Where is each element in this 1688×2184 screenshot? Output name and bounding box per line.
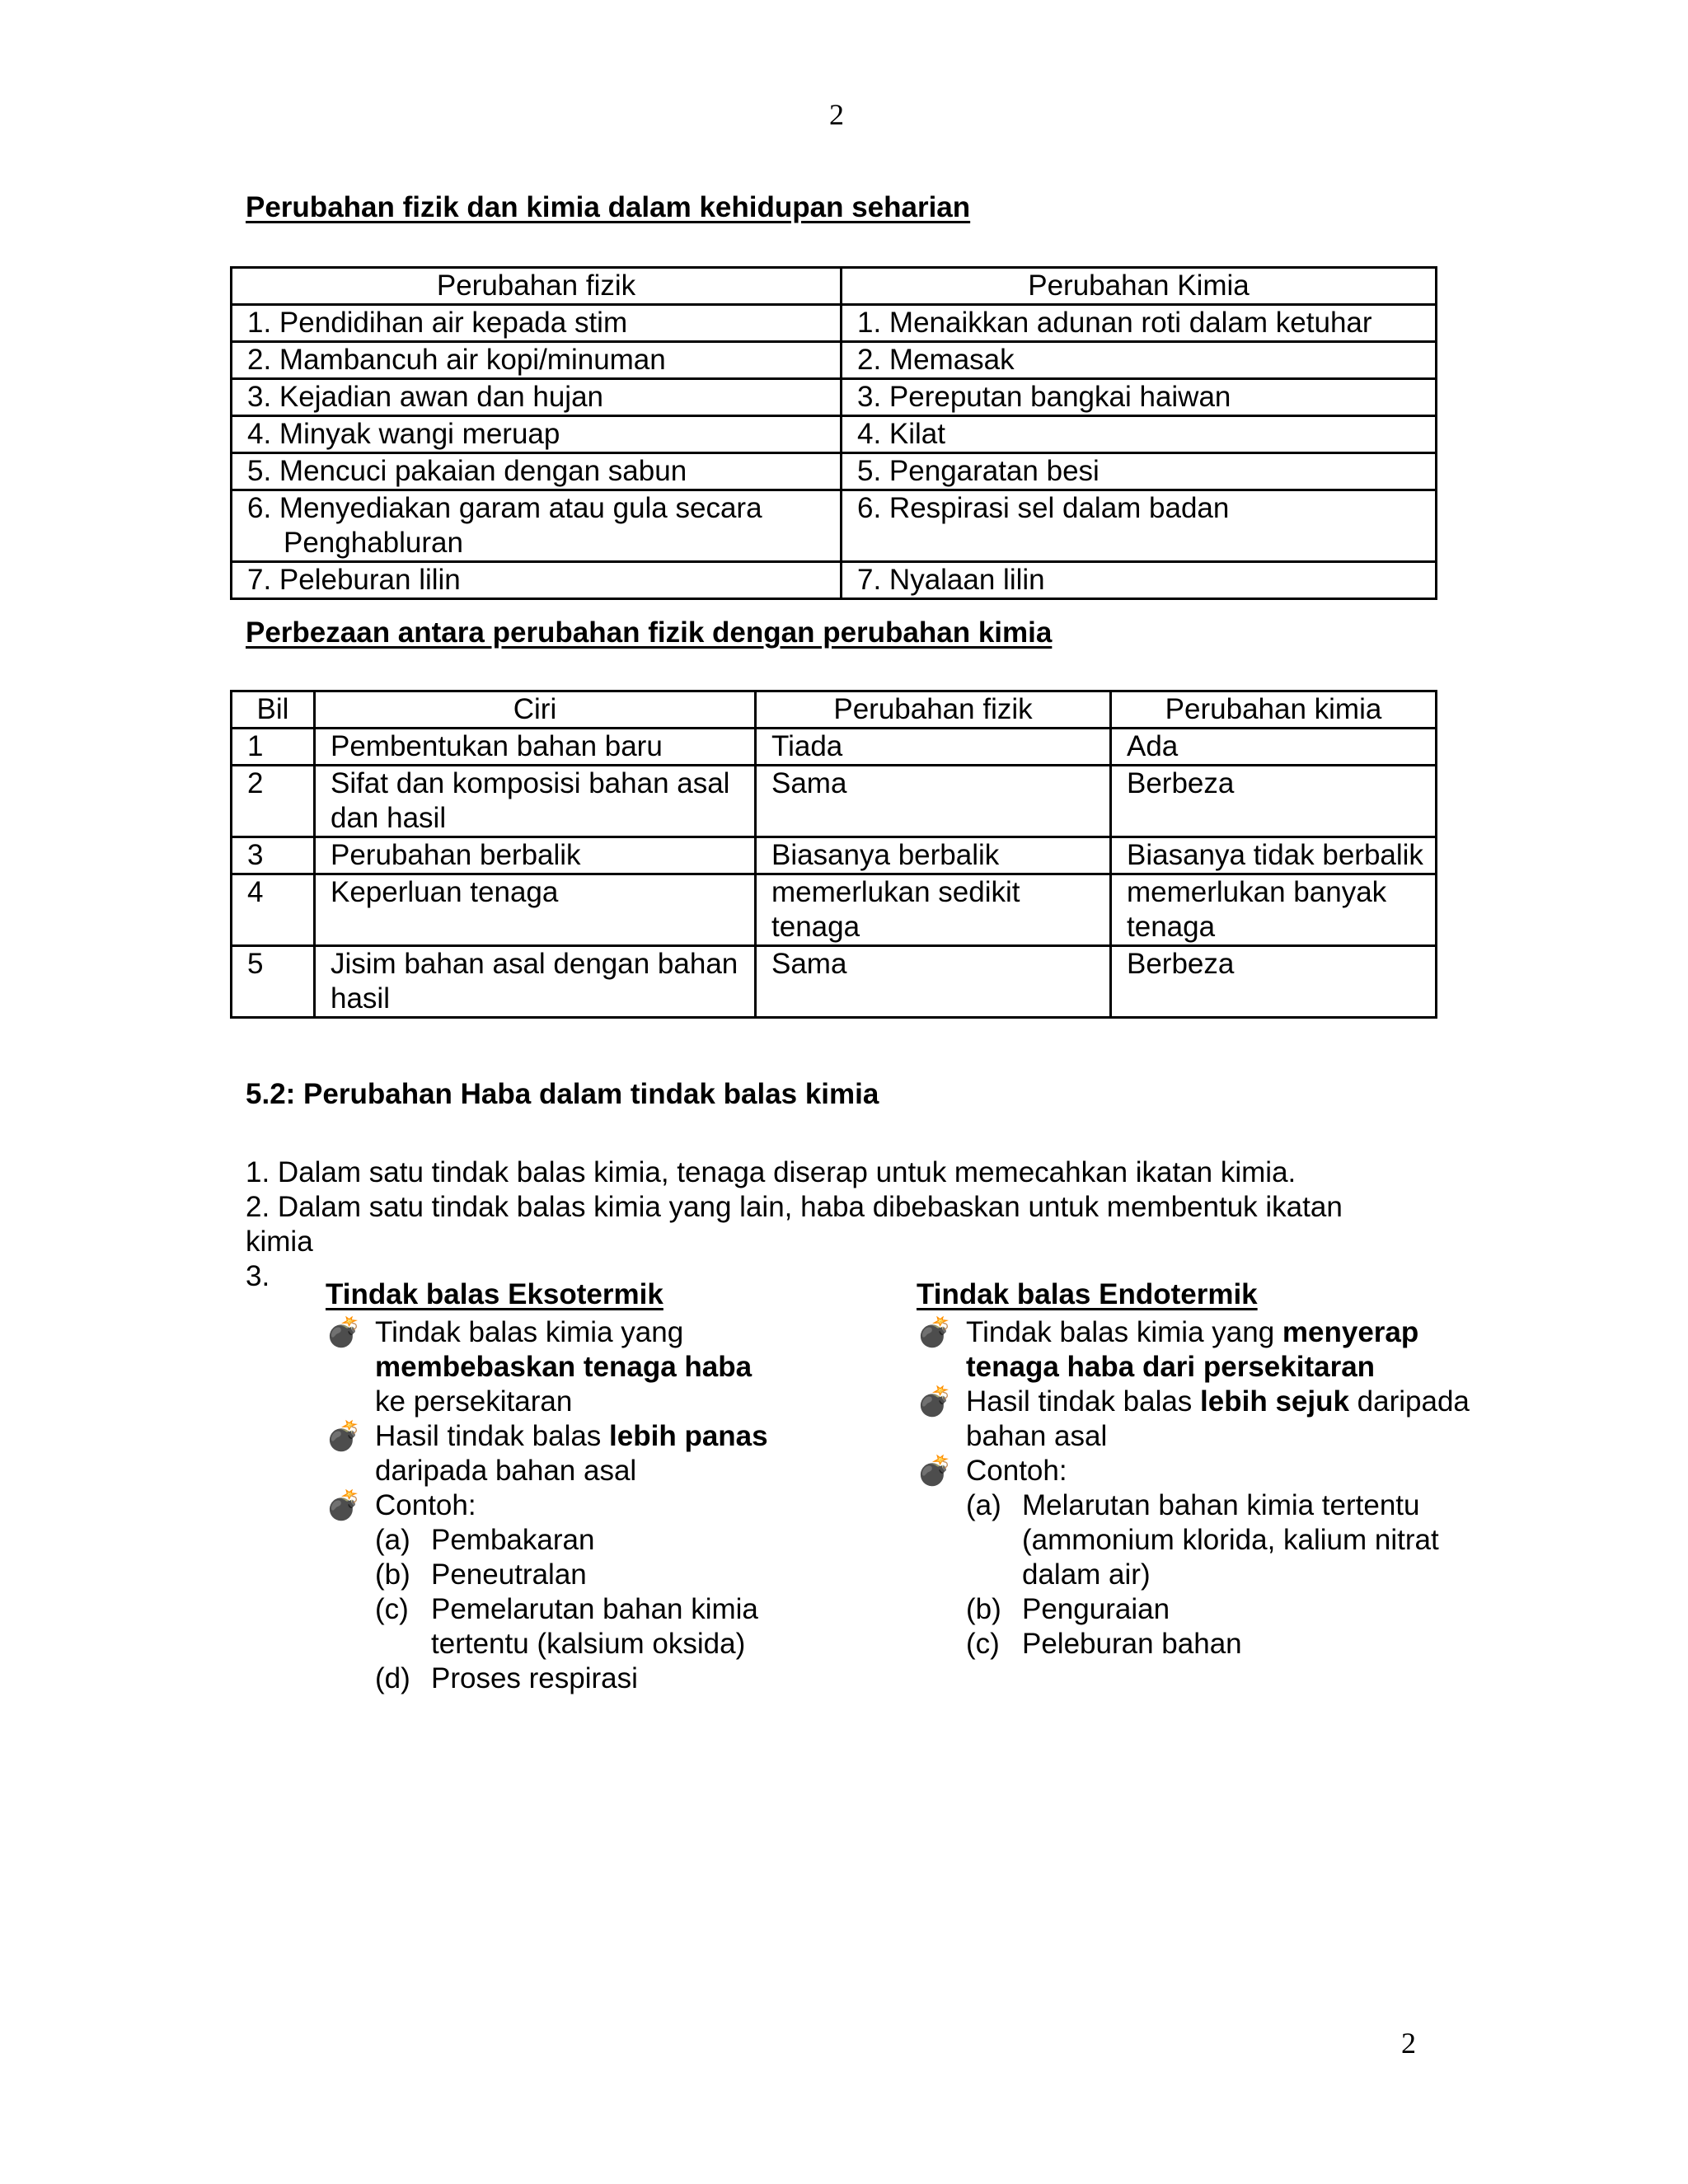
endothermic-bullet-2 (917, 1385, 1510, 1454)
section-title-heat-change: 5.2: Perubahan Haba dalam tindak balas kimia (246, 1078, 879, 1110)
endothermic-column (917, 1277, 1510, 1661)
bomb-icon: 💣 (326, 1420, 362, 1452)
physical-cell: memerlukan sedikit tenaga (756, 874, 1111, 946)
table-header-row (232, 691, 1437, 729)
table-row (232, 490, 1437, 562)
physical-cell: 4. Minyak wangi meruap (232, 416, 842, 453)
header-chemical: Perubahan kimia (1111, 691, 1437, 729)
physical-cell-line: 6. Menyediakan garam atau gula secara (247, 492, 762, 524)
endothermic-bullet-3 (917, 1454, 1510, 1488)
chemical-cell: 7. Nyalaan lilin (842, 562, 1437, 599)
chemical-cell: 6. Respirasi sel dalam badan (842, 490, 1437, 562)
chemical-cell: Ada (1111, 729, 1437, 766)
chemical-cell: 1. Menaikkan adunan roti dalam ketuhar (842, 305, 1437, 342)
physical-cell: 7. Peleburan lilin (232, 562, 842, 599)
paragraph-2-continuation: kimia (246, 1226, 313, 1258)
bullet-text: Tindak balas kimia yang (966, 1316, 1282, 1348)
physical-cell: Sama (756, 766, 1111, 837)
physical-cell: 1. Pendidihan air kepada stim (232, 305, 842, 342)
chemical-cell: Berbeza (1111, 946, 1437, 1018)
chemical-cell: 2. Memasak (842, 342, 1437, 379)
ciri-cell: Perubahan berbalik (315, 837, 756, 874)
table-row (232, 766, 1437, 837)
exothermic-example: (a) Pembakaran (375, 1524, 595, 1556)
table-row (232, 342, 1437, 379)
endothermic-title: Tindak balas Endotermik (917, 1278, 1258, 1310)
bullet-text: Contoh: (966, 1455, 1067, 1487)
bil-cell: 4 (232, 874, 315, 946)
page-number-bottom: 2 (1401, 2027, 1416, 2060)
endothermic-example: (c) Peleburan bahan (966, 1628, 1242, 1660)
paragraph-3-number: 3. (246, 1260, 270, 1292)
bullet-bold-text: lebih sejuk (1200, 1385, 1349, 1418)
table-row (232, 305, 1437, 342)
endothermic-example: (b) Penguraian (966, 1593, 1170, 1625)
bomb-icon: 💣 (917, 1385, 953, 1418)
bil-cell: 5 (232, 946, 315, 1018)
daily-changes-table (230, 266, 1437, 600)
header-physical: Perubahan fizik (756, 691, 1111, 729)
bullet-bold-text: membebaskan tenaga haba (375, 1351, 753, 1383)
paragraph-2: 2. Dalam satu tindak balas kimia yang lain, haba dibebaskan untuk membentuk ikatan (246, 1191, 1343, 1223)
bullet-text: Hasil tindak balas (375, 1420, 610, 1452)
chemical-cell: 4. Kilat (842, 416, 1437, 453)
ciri-cell: Sifat dan komposisi bahan asal dan hasil (315, 766, 756, 837)
table-row (232, 416, 1437, 453)
bullet-text: daripada bahan asal (375, 1455, 637, 1487)
exothermic-bullet-1 (326, 1315, 853, 1419)
table-row (232, 729, 1437, 766)
bullet-text: ke persekitaran (375, 1385, 573, 1418)
table-row (232, 379, 1437, 416)
chemical-cell: memerlukan banyak tenaga (1111, 874, 1437, 946)
bullet-text: Hasil tindak balas (966, 1385, 1201, 1418)
page-number-top: 2 (829, 98, 844, 131)
physical-cell (232, 490, 842, 562)
physical-cell: 2. Mambancuh air kopi/minuman (232, 342, 842, 379)
table-row (232, 946, 1437, 1018)
physical-cell: Sama (756, 946, 1111, 1018)
exothermic-title: Tindak balas Eksotermik (326, 1278, 663, 1310)
chemical-cell: Berbeza (1111, 766, 1437, 837)
section-title-differences: Perbezaan antara perubahan fizik dengan perubahan kimia (246, 616, 1053, 649)
endothermic-example: (a) Melarutan bahan kimia tertentu (ammonium klorida, kalium nitrat dalam air) (966, 1489, 1439, 1591)
physical-cell: Tiada (756, 729, 1111, 766)
chemical-cell: 5. Pengaratan besi (842, 453, 1437, 490)
bullet-text: Contoh: (375, 1489, 476, 1521)
chemical-cell: Biasanya tidak berbalik (1111, 837, 1437, 874)
bil-cell: 3 (232, 837, 315, 874)
ciri-cell: Pembentukan bahan baru (315, 729, 756, 766)
chemical-cell: 3. Pereputan bangkai haiwan (842, 379, 1437, 416)
header-physical-change: Perubahan fizik (232, 268, 842, 305)
bullet-bold-text: menyerap tenaga haba dari persekitaran (966, 1316, 1419, 1383)
table-row (232, 874, 1437, 946)
bil-cell: 2 (232, 766, 315, 837)
bomb-icon: 💣 (917, 1316, 953, 1348)
endothermic-bullet-1 (917, 1315, 1510, 1385)
exothermic-example: (d) Proses respirasi (375, 1662, 638, 1694)
paragraph-1: 1. Dalam satu tindak balas kimia, tenaga diserap untuk memecahkan ikatan kimia. (246, 1156, 1296, 1188)
physical-cell: 5. Mencuci pakaian dengan sabun (232, 453, 842, 490)
exothermic-bullet-3 (326, 1488, 853, 1523)
bullet-bold-text: lebih panas (609, 1420, 768, 1452)
physical-cell-continuation: Penghabluran (284, 527, 463, 559)
table-header-row (232, 268, 1437, 305)
ciri-cell: Jisim bahan asal dengan bahan hasil (315, 946, 756, 1018)
bullet-text: Tindak balas kimia yang (375, 1316, 684, 1348)
exothermic-example: (b) Peneutralan (375, 1558, 587, 1591)
exothermic-example: (c) Pemelarutan bahan kimia tertentu (kalsium oksida) (375, 1593, 758, 1660)
differences-table (230, 690, 1437, 1019)
ciri-cell: Keperluan tenaga (315, 874, 756, 946)
physical-cell: Biasanya berbalik (756, 837, 1111, 874)
table-row (232, 562, 1437, 599)
exothermic-column (326, 1277, 853, 1696)
bil-cell: 1 (232, 729, 315, 766)
physical-cell: 3. Kejadian awan dan hujan (232, 379, 842, 416)
bomb-icon: 💣 (326, 1489, 362, 1521)
table-row (232, 837, 1437, 874)
section-title-physical-chemical-daily: Perubahan fizik dan kimia dalam kehidupan seharian (246, 191, 971, 223)
exothermic-bullet-2 (326, 1419, 853, 1488)
bomb-icon: 💣 (326, 1316, 362, 1348)
header-bil: Bil (232, 691, 315, 729)
table-row (232, 453, 1437, 490)
bomb-icon: 💣 (917, 1455, 953, 1487)
bullet-text: daripada bahan asal (966, 1385, 1470, 1452)
header-ciri: Ciri (315, 691, 756, 729)
header-chemical-change: Perubahan Kimia (842, 268, 1437, 305)
